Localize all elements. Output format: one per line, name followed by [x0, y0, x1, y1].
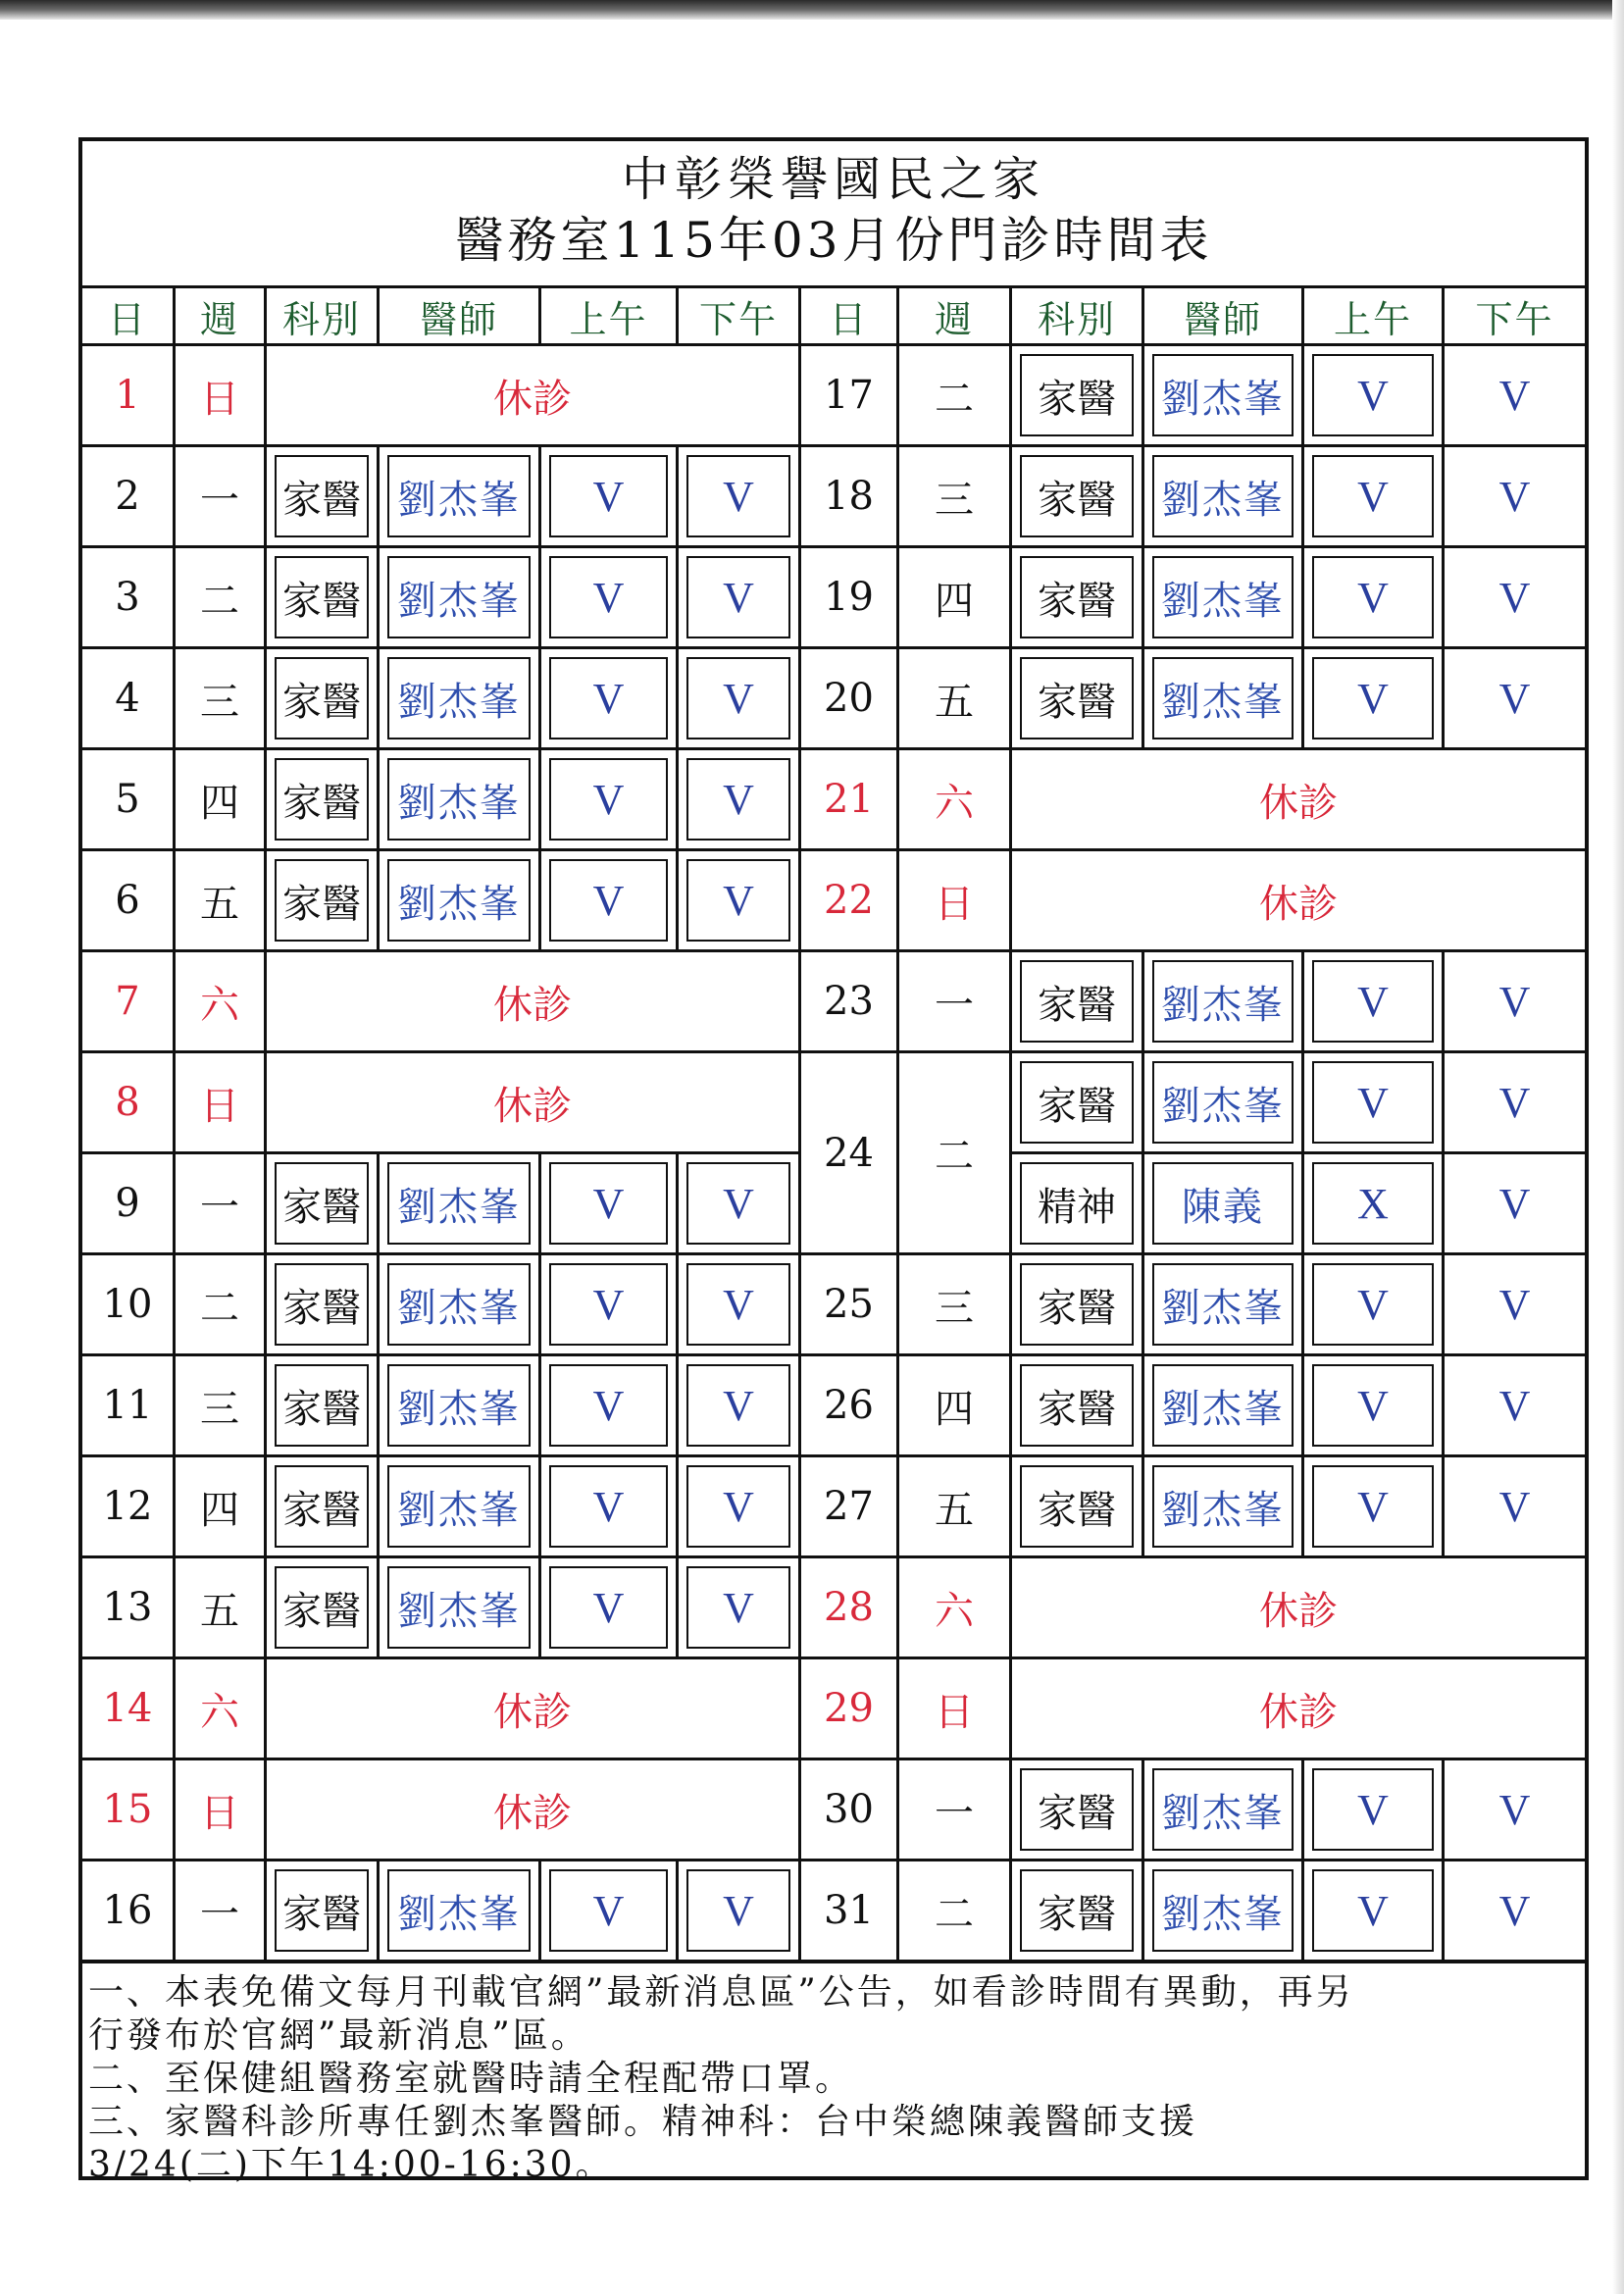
weekday-cell: 四 — [176, 1457, 267, 1558]
doctor-cell: 劉杰峯 — [380, 851, 541, 952]
doctor-cell: 劉杰峯 — [1144, 952, 1304, 1053]
table-row — [82, 952, 1585, 1053]
doctor-cell: 劉杰峯 — [1144, 548, 1304, 649]
day-cell: 10 — [82, 1255, 176, 1356]
doctor-cell: 劉杰峯 — [380, 1457, 541, 1558]
column-header: 下午 — [1445, 288, 1585, 346]
pm-cell: V — [1445, 952, 1585, 1053]
am-cell: X — [1304, 1154, 1445, 1255]
weekday-cell: 二 — [899, 1861, 1012, 1963]
day-cell: 3 — [82, 548, 176, 649]
column-header: 科別 — [267, 288, 380, 346]
clinic-schedule-sheet — [78, 137, 1589, 2185]
table-row — [82, 750, 1585, 851]
doctor-cell: 劉杰峯 — [380, 548, 541, 649]
day-cell: 2 — [82, 447, 176, 548]
weekday-cell: 日 — [899, 1659, 1012, 1760]
weekday-cell: 六 — [176, 952, 267, 1053]
am-cell: V — [541, 1154, 679, 1255]
pm-cell: V — [1445, 1255, 1585, 1356]
doctor-cell: 劉杰峯 — [380, 1154, 541, 1255]
dept-cell: 家醫 — [1012, 1255, 1144, 1356]
day-cell: 31 — [801, 1861, 899, 1963]
doctor-cell: 劉杰峯 — [1144, 1457, 1304, 1558]
table-row — [82, 1760, 1585, 1861]
pm-cell: V — [679, 851, 801, 952]
day-cell: 24 — [801, 1053, 899, 1255]
table-row — [82, 1255, 1585, 1356]
pm-cell: V — [679, 1255, 801, 1356]
table-row — [82, 1861, 1585, 1963]
table-row — [82, 447, 1585, 548]
am-cell: V — [1304, 952, 1445, 1053]
am-cell: V — [541, 548, 679, 649]
dept-cell: 家醫 — [267, 649, 380, 750]
day-cell: 22 — [801, 851, 899, 952]
closed-cell: 休診 — [267, 1659, 801, 1760]
scan-top-edge — [0, 0, 1624, 20]
note-line-4: 三、家醫科診所專任劉杰峯醫師。精神科：台中榮總陳義醫師支援 — [88, 2102, 1198, 2142]
header-row — [82, 288, 1585, 346]
weekday-cell: 一 — [176, 1154, 267, 1255]
am-cell: V — [1304, 346, 1445, 447]
doctor-cell: 劉杰峯 — [1144, 649, 1304, 750]
day-cell: 13 — [82, 1558, 176, 1659]
column-header: 日 — [801, 288, 899, 346]
am-cell: V — [541, 851, 679, 952]
weekday-cell: 五 — [899, 649, 1012, 750]
doctor-cell: 陳義 — [1144, 1154, 1304, 1255]
am-cell: V — [1304, 1356, 1445, 1457]
day-cell: 21 — [801, 750, 899, 851]
table-row — [82, 548, 1585, 649]
am-cell: V — [541, 750, 679, 851]
am-cell: V — [1304, 649, 1445, 750]
day-cell: 20 — [801, 649, 899, 750]
dept-cell: 家醫 — [267, 548, 380, 649]
weekday-cell: 二 — [899, 1053, 1012, 1255]
pm-cell: V — [679, 1558, 801, 1659]
pm-cell: V — [1445, 1861, 1585, 1963]
dept-cell: 家醫 — [267, 1154, 380, 1255]
day-cell: 17 — [801, 346, 899, 447]
pm-cell: V — [1445, 1053, 1585, 1154]
am-cell: V — [541, 1861, 679, 1963]
doctor-cell: 劉杰峯 — [1144, 346, 1304, 447]
column-header: 日 — [82, 288, 176, 346]
pm-cell: V — [1445, 346, 1585, 447]
column-header: 下午 — [679, 288, 801, 346]
closed-cell: 休診 — [1012, 1659, 1585, 1760]
schedule-notes — [82, 1961, 1585, 2185]
day-cell: 18 — [801, 447, 899, 548]
scan-right-edge — [1612, 0, 1624, 2294]
dept-cell: 家醫 — [267, 750, 380, 851]
weekday-cell: 六 — [176, 1659, 267, 1760]
pm-cell: V — [1445, 1154, 1585, 1255]
weekday-cell: 一 — [176, 447, 267, 548]
closed-cell: 休診 — [1012, 851, 1585, 952]
column-header: 上午 — [1304, 288, 1445, 346]
closed-cell: 休診 — [267, 1053, 801, 1154]
day-cell: 27 — [801, 1457, 899, 1558]
dept-cell: 家醫 — [1012, 1457, 1144, 1558]
doctor-cell: 劉杰峯 — [380, 447, 541, 548]
table-row — [82, 1053, 1585, 1154]
column-header: 週 — [899, 288, 1012, 346]
am-cell: V — [1304, 447, 1445, 548]
weekday-cell: 五 — [899, 1457, 1012, 1558]
day-cell: 1 — [82, 346, 176, 447]
pm-cell: V — [1445, 1356, 1585, 1457]
closed-cell: 休診 — [1012, 1558, 1585, 1659]
dept-cell: 家醫 — [267, 851, 380, 952]
am-cell: V — [1304, 1457, 1445, 1558]
day-cell: 9 — [82, 1154, 176, 1255]
pm-cell: V — [679, 1861, 801, 1963]
weekday-cell: 四 — [899, 1356, 1012, 1457]
closed-cell: 休診 — [267, 1760, 801, 1861]
day-cell: 6 — [82, 851, 176, 952]
table-row — [82, 1558, 1585, 1659]
am-cell: V — [541, 649, 679, 750]
day-cell: 16 — [82, 1861, 176, 1963]
weekday-cell: 日 — [176, 1760, 267, 1861]
pm-cell: V — [1445, 1760, 1585, 1861]
day-cell: 4 — [82, 649, 176, 750]
doctor-cell: 劉杰峯 — [380, 1356, 541, 1457]
dept-cell: 精神 — [1012, 1154, 1144, 1255]
schedule-table — [82, 288, 1585, 1963]
weekday-cell: 三 — [176, 1356, 267, 1457]
weekday-cell: 六 — [899, 1558, 1012, 1659]
weekday-cell: 二 — [899, 346, 1012, 447]
weekday-cell: 二 — [176, 1255, 267, 1356]
day-cell: 26 — [801, 1356, 899, 1457]
pm-cell: V — [679, 649, 801, 750]
weekday-cell: 三 — [899, 447, 1012, 548]
day-cell: 30 — [801, 1760, 899, 1861]
note-line-3: 二、至保健組醫務室就醫時請全程配帶口罩。 — [88, 2059, 854, 2099]
dept-cell: 家醫 — [1012, 952, 1144, 1053]
column-header: 醫師 — [1144, 288, 1304, 346]
am-cell: V — [1304, 1760, 1445, 1861]
pm-cell: V — [1445, 447, 1585, 548]
day-cell: 5 — [82, 750, 176, 851]
dept-cell: 家醫 — [1012, 649, 1144, 750]
weekday-cell: 六 — [899, 750, 1012, 851]
pm-cell: V — [1445, 548, 1585, 649]
doctor-cell: 劉杰峯 — [1144, 447, 1304, 548]
dept-cell: 家醫 — [267, 1558, 380, 1659]
weekday-cell: 日 — [899, 851, 1012, 952]
dept-cell: 家醫 — [1012, 548, 1144, 649]
weekday-cell: 五 — [176, 851, 267, 952]
day-cell: 25 — [801, 1255, 899, 1356]
table-row — [82, 346, 1585, 447]
note-line-2: 行發布於官網”最新消息”區。 — [88, 2015, 589, 2056]
doctor-cell: 劉杰峯 — [1144, 1255, 1304, 1356]
dept-cell: 家醫 — [267, 1255, 380, 1356]
am-cell: V — [541, 1558, 679, 1659]
dept-cell: 家醫 — [1012, 1053, 1144, 1154]
doctor-cell: 劉杰峯 — [380, 1861, 541, 1963]
doctor-cell: 劉杰峯 — [380, 1558, 541, 1659]
table-row — [82, 1356, 1585, 1457]
dept-cell: 家醫 — [267, 1861, 380, 1963]
pm-cell: V — [679, 548, 801, 649]
weekday-cell: 一 — [899, 1760, 1012, 1861]
dept-cell: 家醫 — [267, 1457, 380, 1558]
day-cell: 8 — [82, 1053, 176, 1154]
doctor-cell: 劉杰峯 — [380, 649, 541, 750]
dept-cell: 家醫 — [1012, 1356, 1144, 1457]
column-header: 醫師 — [380, 288, 541, 346]
pm-cell: V — [1445, 649, 1585, 750]
day-cell: 7 — [82, 952, 176, 1053]
table-row — [82, 1457, 1585, 1558]
doctor-cell: 劉杰峯 — [1144, 1356, 1304, 1457]
title-line-1: 中彰榮譽國民之家 — [621, 152, 1045, 207]
weekday-cell: 一 — [899, 952, 1012, 1053]
note-line-1: 一、本表免備文每月刊載官網”最新消息區”公告，如看診時間有異動，再另 — [88, 1972, 1354, 2013]
dept-cell: 家醫 — [1012, 346, 1144, 447]
pm-cell: V — [679, 1356, 801, 1457]
day-cell: 19 — [801, 548, 899, 649]
title-line-2: 醫務室115年03月份門診時間表 — [454, 212, 1213, 269]
am-cell: V — [541, 1356, 679, 1457]
day-cell: 23 — [801, 952, 899, 1053]
am-cell: V — [541, 1457, 679, 1558]
day-cell: 29 — [801, 1659, 899, 1760]
dept-cell: 家醫 — [1012, 1861, 1144, 1963]
dept-cell: 家醫 — [1012, 1760, 1144, 1861]
am-cell: V — [1304, 1255, 1445, 1356]
weekday-cell: 日 — [176, 346, 267, 447]
day-cell: 12 — [82, 1457, 176, 1558]
day-cell: 14 — [82, 1659, 176, 1760]
am-cell: V — [541, 447, 679, 548]
doctor-cell: 劉杰峯 — [1144, 1861, 1304, 1963]
table-row — [82, 1659, 1585, 1760]
weekday-cell: 四 — [176, 750, 267, 851]
note-line-5: 3/24(二)下午14:00-16:30。 — [88, 2145, 614, 2185]
weekday-cell: 三 — [899, 1255, 1012, 1356]
column-header: 週 — [176, 288, 267, 346]
doctor-cell: 劉杰峯 — [380, 1255, 541, 1356]
doctor-cell: 劉杰峯 — [1144, 1760, 1304, 1861]
doctor-cell: 劉杰峯 — [1144, 1053, 1304, 1154]
weekday-cell: 三 — [176, 649, 267, 750]
pm-cell: V — [679, 1154, 801, 1255]
pm-cell: V — [679, 750, 801, 851]
pm-cell: V — [679, 447, 801, 548]
dept-cell: 家醫 — [1012, 447, 1144, 548]
schedule-title — [82, 141, 1585, 288]
weekday-cell: 四 — [899, 548, 1012, 649]
day-cell: 28 — [801, 1558, 899, 1659]
pm-cell: V — [679, 1457, 801, 1558]
doctor-cell: 劉杰峯 — [380, 750, 541, 851]
closed-cell: 休診 — [1012, 750, 1585, 851]
weekday-cell: 二 — [176, 548, 267, 649]
weekday-cell: 五 — [176, 1558, 267, 1659]
day-cell: 15 — [82, 1760, 176, 1861]
column-header: 上午 — [541, 288, 679, 346]
table-row — [82, 649, 1585, 750]
am-cell: V — [1304, 1861, 1445, 1963]
am-cell: V — [541, 1255, 679, 1356]
table-row — [82, 851, 1585, 952]
dept-cell: 家醫 — [267, 447, 380, 548]
dept-cell: 家醫 — [267, 1356, 380, 1457]
closed-cell: 休診 — [267, 952, 801, 1053]
day-cell: 11 — [82, 1356, 176, 1457]
pm-cell: V — [1445, 1457, 1585, 1558]
am-cell: V — [1304, 548, 1445, 649]
weekday-cell: 一 — [176, 1861, 267, 1963]
column-header: 科別 — [1012, 288, 1144, 346]
closed-cell: 休診 — [267, 346, 801, 447]
am-cell: V — [1304, 1053, 1445, 1154]
weekday-cell: 日 — [176, 1053, 267, 1154]
